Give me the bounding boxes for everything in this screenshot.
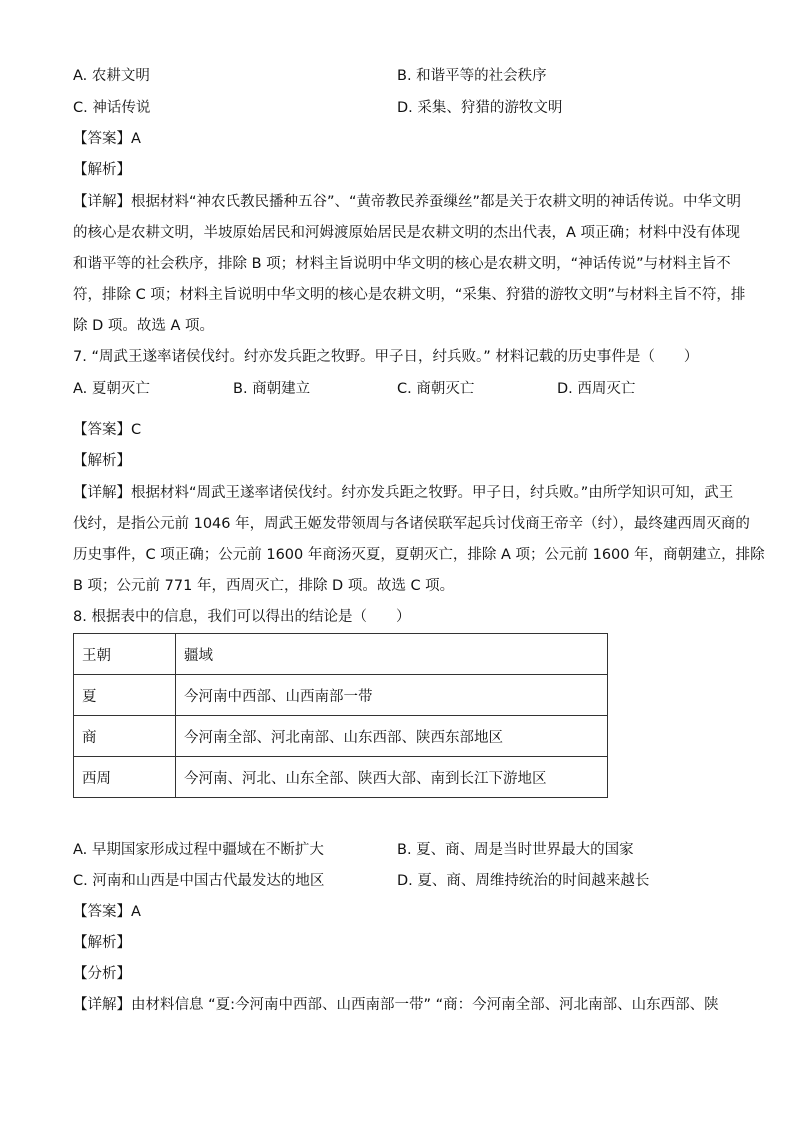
- q7-detail-line: B 项；公元前 771 年，西周灭亡，排除 D 项。故选 C 项。: [73, 578, 455, 594]
- q6-detail-line: 【详解】根据材料“神农氏教民播种五谷”、“黄帝教民养蚕缫丝”都是关于农耕文明的神话传说。中华文明: [73, 194, 742, 210]
- q7-analysis-label: 【解析】: [73, 453, 131, 469]
- q7-question: 7. “周武王遂率诸侯伐纣。纣亦发兵距之牧野。甲子日，纣兵败。” 材料记载的历史事件是（ ）: [73, 349, 699, 365]
- table-cell: 今河南、河北、山东全部、陕西大部、南到长江下游地区: [176, 757, 608, 798]
- table-cell: 夏: [74, 675, 176, 716]
- dynasty-territory-table: [73, 633, 608, 798]
- q7-answer: 【答案】C: [73, 422, 142, 438]
- q8-option-a: A. 早期国家形成过程中疆域在不断扩大: [73, 842, 324, 858]
- q8-answer: 【答案】A: [73, 904, 141, 920]
- q6-option-b: B. 和谐平等的社会秩序: [397, 68, 547, 84]
- table-row: [74, 716, 608, 757]
- q6-detail-line: 和谐平等的社会秩序，排除 B 项；材料主旨说明中华文明的核心是农耕文明，“神话传说”与材料主旨不: [73, 256, 731, 272]
- q7-detail-line: 历史事件，C 项正确；公元前 1600 年商汤灭夏，夏朝灭亡，排除 A 项；公元前 1600 年，商朝建立，排除: [73, 547, 765, 563]
- q6-option-c: C. 神话传说: [73, 100, 151, 116]
- table-cell: 今河南中西部、山西南部一带: [176, 675, 608, 716]
- q6-detail-line: 的核心是农耕文明，半坡原始居民和河姆渡原始居民是农耕文明的杰出代表，A 项正确；材料中没有体现: [73, 225, 741, 241]
- q6-answer: 【答案】A: [73, 131, 141, 147]
- table-cell: 商: [74, 716, 176, 757]
- q8-question: 8. 根据表中的信息，我们可以得出的结论是（ ）: [73, 609, 411, 625]
- q8-analysis-label: 【解析】: [73, 935, 131, 951]
- q6-analysis-label: 【解析】: [73, 162, 131, 178]
- q7-option-d: D. 西周灭亡: [557, 381, 636, 397]
- table-row: [74, 675, 608, 716]
- q7-option-a: A. 夏朝灭亡: [73, 381, 150, 397]
- q8-option-b: B. 夏、商、周是当时世界最大的国家: [397, 842, 634, 858]
- q6-detail-line: 除 D 项。故选 A 项。: [73, 318, 215, 334]
- q7-option-c: C. 商朝灭亡: [397, 381, 475, 397]
- q7-option-b: B. 商朝建立: [233, 381, 311, 397]
- q8-option-c: C. 河南和山西是中国古代最发达的地区: [73, 873, 325, 889]
- q6-detail-line: 符，排除 C 项；材料主旨说明中华文明的核心是农耕文明，“采集、狩猎的游牧文明”与材料主旨不符，排: [73, 287, 746, 303]
- table-header-row: [74, 634, 608, 675]
- q8-fenxi-label: 【分析】: [73, 966, 131, 982]
- q6-option-d: D. 采集、狩猎的游牧文明: [397, 100, 563, 116]
- q8-option-d: D. 夏、商、周维持统治的时间越来越长: [397, 873, 650, 889]
- q7-detail-line: 伐纣，是指公元前 1046 年，周武王姬发带领周与各诸侯联军起兵讨伐商王帝辛（纣），最终建西周灭商的: [73, 516, 750, 532]
- q7-detail-line: 【详解】根据材料“周武王遂率诸侯伐纣。纣亦发兵距之牧野。甲子日，纣兵败。”由所学知识可知，武王: [73, 485, 734, 501]
- table-header-cell: 王朝: [74, 634, 176, 675]
- table-header-cell: 疆域: [176, 634, 608, 675]
- table-cell: 今河南全部、河北南部、山东西部、陕西东部地区: [176, 716, 608, 757]
- table-row: [74, 757, 608, 798]
- table-cell: 西周: [74, 757, 176, 798]
- q8-detail-line: 【详解】由材料信息 “夏:今河南中西部、山西南部一带” “商：今河南全部、河北南部、山东西部、陕: [73, 997, 719, 1013]
- q6-option-a: A. 农耕文明: [73, 68, 150, 84]
